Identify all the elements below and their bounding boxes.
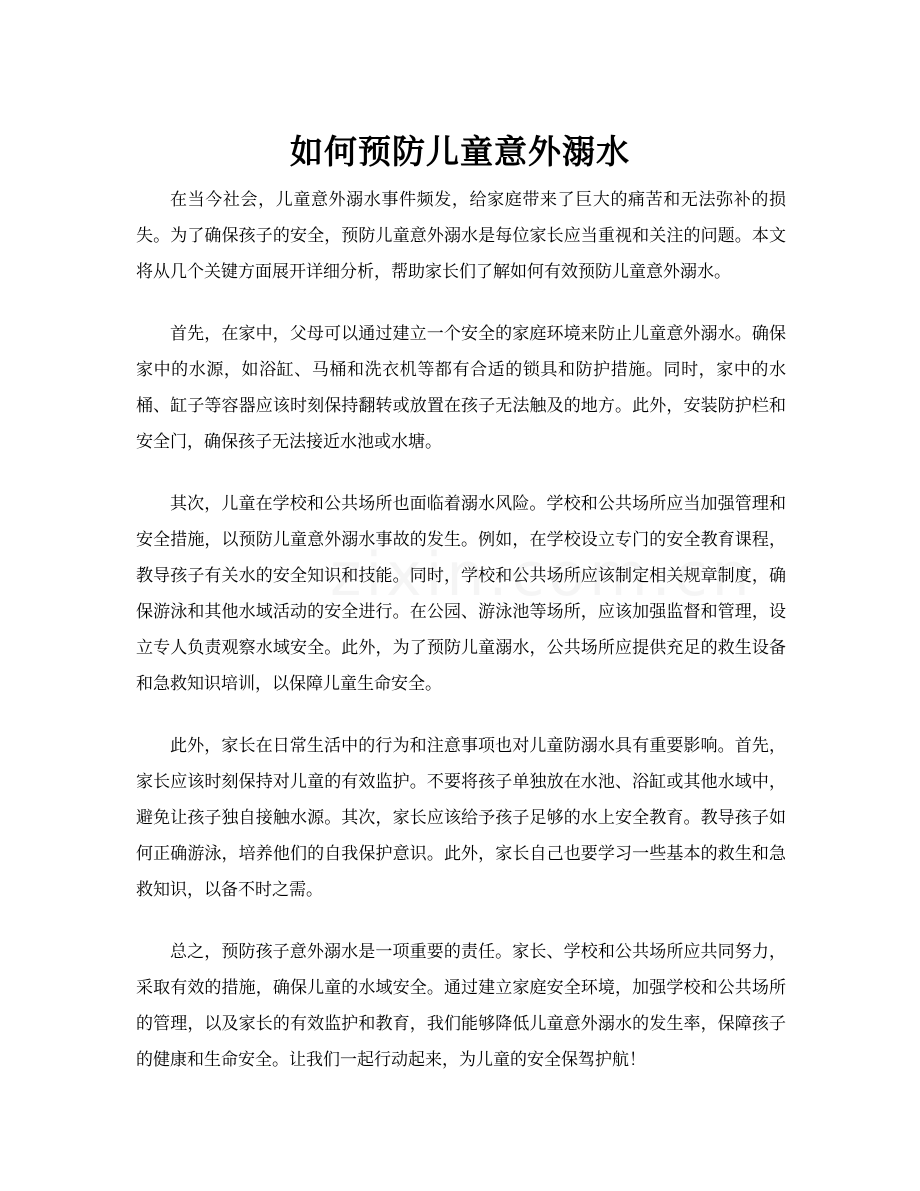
page-title: 如何预防儿童意外溺水 — [290, 132, 630, 172]
document-body — [136, 182, 786, 1104]
paragraph-school-public: 其次，儿童在学校和公共场所也面临着溺水风险。学校和公共场所应当加强管理和安全措施，以预防儿童意外溺水事故的发生。例如，在学校设立专门的安全教育课程，教导孩子有关水的安全知识和技能。同时，学校和公共场所应该制定相关规章制度，确保游泳和其他水域活动的安全进行。在公园、游泳池等场所，应该加强监督和管理，设立专人负责观察水域安全。此外，为了预防儿童溺水，公共场所应提供充足的救生设备和急救知识培训，以保障儿童生命安全。 — [136, 494, 786, 694]
paragraph-intro: 在当今社会，儿童意外溺水事件频发，给家庭带来了巨大的痛苦和无法弥补的损失。为了确保孩子的安全，预防儿童意外溺水是每位家长应当重视和关注的问题。本文将从几个关键方面展开详细分析，帮助家长们了解如何有效预防儿童意外溺水。 — [136, 190, 786, 282]
paragraph-conclusion: 总之，预防孩子意外溺水是一项重要的责任。家长、学校和公共场所应共同努力，采取有效的措施，确保儿童的水域安全。通过建立家庭安全环境，加强学校和公共场所的管理，以及家长的有效监护和教育，我们能够降低儿童意外溺水的发生率，保障孩子的健康和生命安全。让我们一起行动起来，为儿童的安全保驾护航！ — [136, 942, 786, 1070]
paragraph-parent-behavior: 此外，家长在日常生活中的行为和注意事项也对儿童防溺水具有重要影响。首先，家长应该时刻保持对儿童的有效监护。不要将孩子单独放在水池、浴缸或其他水域中，避免让孩子独自接触水源。其次，家长应该给予孩子足够的水上安全教育。教导孩子如何正确游泳，培养他们的自我保护意识。此外，家长自己也要学习一些基本的救生和急救知识，以备不时之需。 — [136, 736, 786, 900]
paragraph-home-safety: 首先，在家中，父母可以通过建立一个安全的家庭环境来防止儿童意外溺水。确保家中的水源，如浴缸、马桶和洗衣机等都有合适的锁具和防护措施。同时，家中的水桶、缸子等容器应该时刻保持翻转或放置在孩子无法触及的地方。此外，安装防护栏和安全门，确保孩子无法接近水池或水塘。 — [136, 324, 786, 452]
